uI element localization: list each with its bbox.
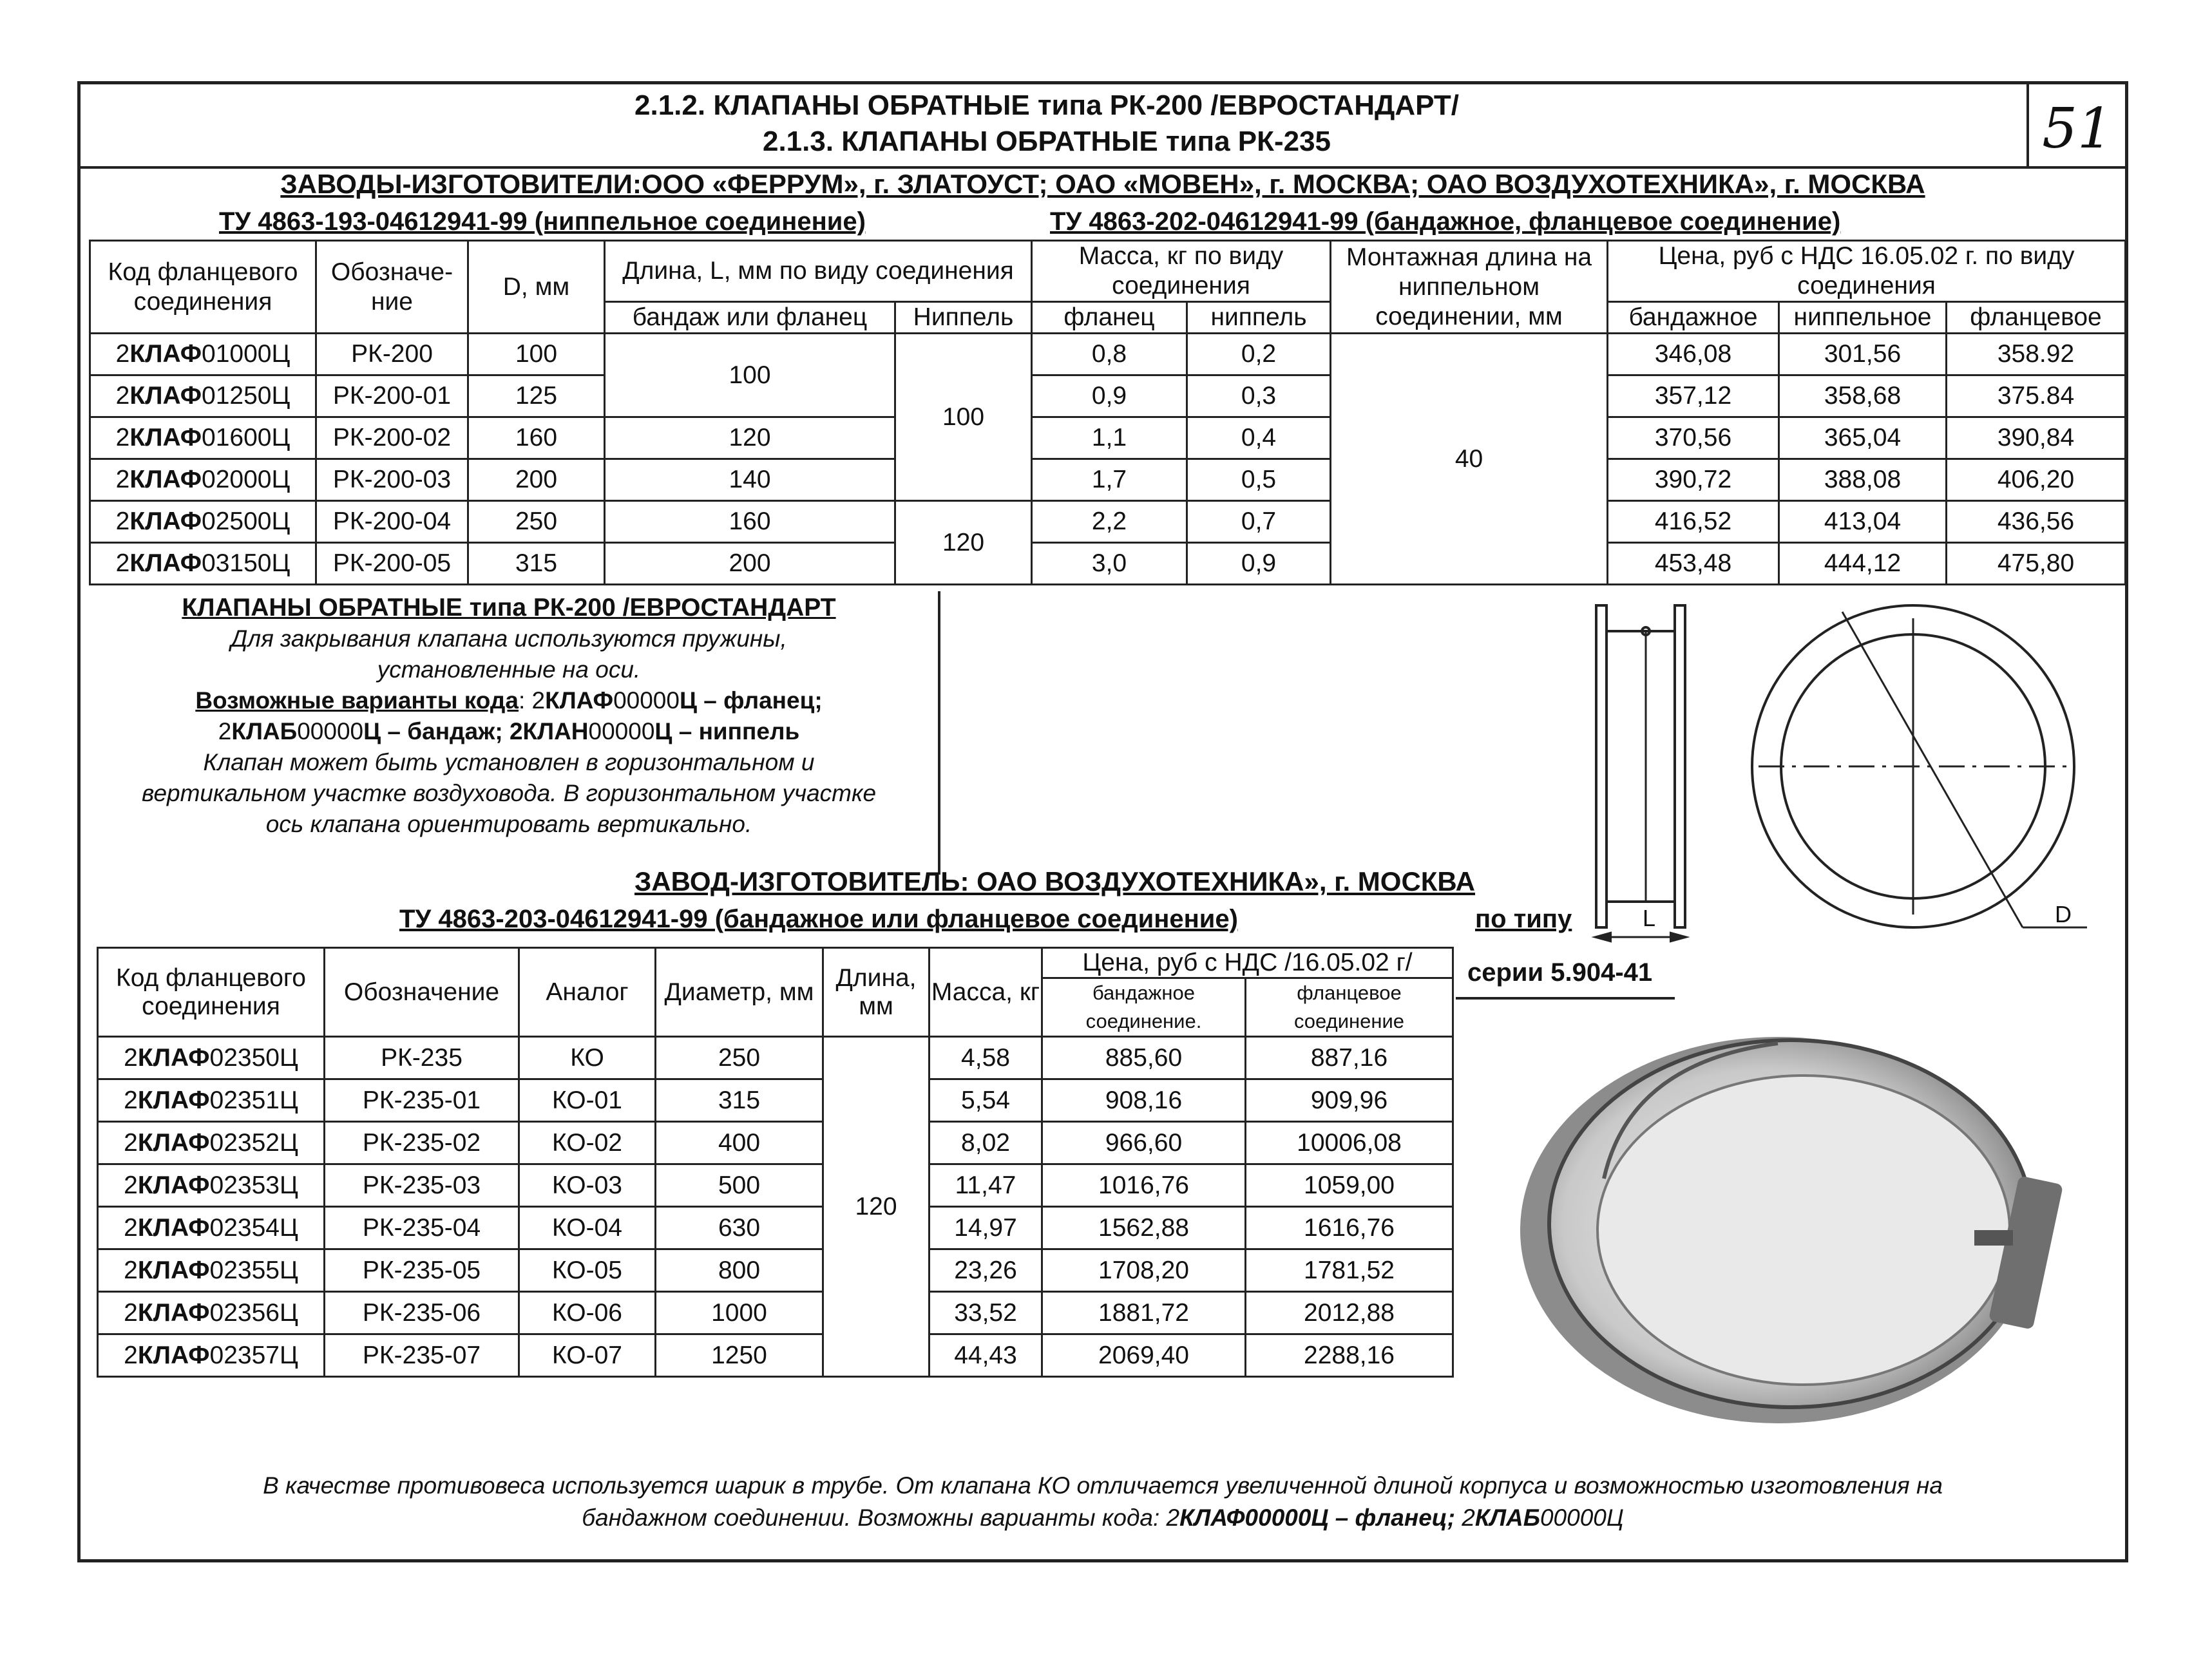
cell-designation: РК-200-05 xyxy=(316,543,468,585)
col-length-bandage: бандаж или фланец xyxy=(605,302,895,334)
cell-designation: РК-235-06 xyxy=(325,1292,519,1334)
cell-diameter: 125 xyxy=(468,375,605,417)
cell-price-flange: 10006,08 xyxy=(1246,1122,1453,1164)
table-row xyxy=(90,501,2126,543)
cell-mass-nipple: 0,9 xyxy=(1187,543,1331,585)
cell-mass: 11,47 xyxy=(930,1164,1042,1207)
table-row xyxy=(90,543,2126,585)
cell-price-flange: 2288,16 xyxy=(1246,1334,1453,1377)
cell-designation: РК-235-02 xyxy=(325,1122,519,1164)
cell-code: 2КЛАФ02500Ц xyxy=(90,501,316,543)
title-line-2: 2.1.3. КЛАПАНЫ ОБРАТНЫЕ типа РК-235 xyxy=(762,126,1331,157)
cell-mass: 14,97 xyxy=(930,1207,1042,1249)
cell-diameter: 250 xyxy=(656,1037,823,1079)
cell-diameter: 100 xyxy=(468,334,605,375)
cell-analog: КО xyxy=(519,1037,656,1079)
cell-price-nipple: 388,08 xyxy=(1779,459,1947,501)
cell-mass-flange: 1,1 xyxy=(1032,417,1187,459)
cell-price-flange: 406,20 xyxy=(1947,459,2126,501)
cell-price-flange: 1781,52 xyxy=(1246,1249,1453,1292)
cell-mass-nipple: 0,7 xyxy=(1187,501,1331,543)
cell-price-bandage: 346,08 xyxy=(1608,334,1779,375)
tu-rk235: ТУ 4863-203-04612941-99 (бандажное или фланцевое соединение) xyxy=(399,905,1238,933)
col-price-bandage: бандажное xyxy=(1608,302,1779,334)
cell-price-nipple: 413,04 xyxy=(1779,501,1947,543)
cell-length-nipple: 120 xyxy=(895,501,1032,585)
code-variants: Возможные варианты кода: 2КЛАФ00000Ц – фланец; xyxy=(195,687,823,714)
col-mass-flange: фланец xyxy=(1032,302,1187,334)
cell-price-bandage: 1016,76 xyxy=(1042,1164,1246,1207)
col-price-group: Цена, руб с НДС 16.05.02 г. по виду соединения xyxy=(1608,241,2126,302)
cell-designation: РК-235 xyxy=(325,1037,519,1079)
col-mount-length: Монтажная длина на ниппельном соединении, мм xyxy=(1331,241,1608,334)
table-row xyxy=(98,1207,1453,1249)
by-type-label: по типу xyxy=(1475,905,1572,933)
cell-mass: 33,52 xyxy=(930,1292,1042,1334)
cell-analog: КО-07 xyxy=(519,1334,656,1377)
cell-diameter: 1250 xyxy=(656,1334,823,1377)
cell-mass-flange: 0,9 xyxy=(1032,375,1187,417)
title-line-1: 2.1.2. КЛАПАНЫ ОБРАТНЫЕ типа РК-200 /ЕВРОСТАНДАРТ/ xyxy=(634,90,1459,121)
description-line: Для закрывания клапана используются пружины, xyxy=(231,625,787,652)
cell-designation: РК-235-05 xyxy=(325,1249,519,1292)
col-analog: Аналог xyxy=(519,948,656,1037)
page-title xyxy=(81,88,2013,160)
col-mass-nipple: ниппель xyxy=(1187,302,1331,334)
cell-price-bandage: 1708,20 xyxy=(1042,1249,1246,1292)
cell-diameter: 630 xyxy=(656,1207,823,1249)
cell-code: 2КЛАФ02356Ц xyxy=(98,1292,325,1334)
cell-code: 2КЛАФ02000Ц xyxy=(90,459,316,501)
cell-length-bandage: 160 xyxy=(605,501,895,543)
cell-price-flange: 436,56 xyxy=(1947,501,2126,543)
cell-mass-nipple: 0,5 xyxy=(1187,459,1331,501)
cell-price-flange: 909,96 xyxy=(1246,1079,1453,1122)
code-variants: 2КЛАБ00000Ц – бандаж; 2КЛАН00000Ц – ниппель xyxy=(218,718,800,745)
col-length: Длина, мм xyxy=(823,948,930,1037)
description-heading: КЛАПАНЫ ОБРАТНЫЕ типа РК-200 /ЕВРОСТАНДАРТ xyxy=(182,594,836,621)
cell-mass: 8,02 xyxy=(930,1122,1042,1164)
cell-price-flange: 1616,76 xyxy=(1246,1207,1453,1249)
table-row xyxy=(98,1334,1453,1377)
cell-code: 2КЛАФ02354Ц xyxy=(98,1207,325,1249)
cell-designation: РК-235-01 xyxy=(325,1079,519,1122)
cell-diameter: 200 xyxy=(468,459,605,501)
description-line: вертикальном участке воздуховода. В горизонтальном участке xyxy=(141,780,877,806)
cell-diameter: 500 xyxy=(656,1164,823,1207)
table-row xyxy=(98,1122,1453,1164)
cell-mass: 4,58 xyxy=(930,1037,1042,1079)
series-label: серии 5.904-41 xyxy=(1467,958,1653,987)
cell-diameter: 160 xyxy=(468,417,605,459)
cell-designation: РК-235-03 xyxy=(325,1164,519,1207)
cell-mass-flange: 0,8 xyxy=(1032,334,1187,375)
table-row xyxy=(98,1292,1453,1334)
table-row xyxy=(90,334,2126,375)
cell-diameter: 400 xyxy=(656,1122,823,1164)
cell-code: 2КЛАФ01600Ц xyxy=(90,417,316,459)
cell-designation: РК-200 xyxy=(316,334,468,375)
valve-side-view xyxy=(1596,605,1685,941)
cell-diameter: 800 xyxy=(656,1249,823,1292)
cell-analog: КО-01 xyxy=(519,1079,656,1122)
cell-price-bandage: 908,16 xyxy=(1042,1079,1246,1122)
cell-diameter: 250 xyxy=(468,501,605,543)
description-line: Клапан может быть установлен в горизонтальном и xyxy=(203,749,815,775)
col-length-nipple: Ниппель xyxy=(895,302,1032,334)
cell-mass-nipple: 0,3 xyxy=(1187,375,1331,417)
col-price-group: Цена, руб с НДС /16.05.02 г/ xyxy=(1042,948,1453,978)
cell-code: 2КЛАФ02352Ц xyxy=(98,1122,325,1164)
cell-price-flange: 2012,88 xyxy=(1246,1292,1453,1334)
cell-diameter: 315 xyxy=(468,543,605,585)
valve-drawing xyxy=(1559,593,2113,953)
cell-price-flange: 375.84 xyxy=(1947,375,2126,417)
cell-price-bandage: 885,60 xyxy=(1042,1037,1246,1079)
rk200-table xyxy=(89,240,2126,585)
col-mass: Масса, кг xyxy=(930,948,1042,1037)
col-designation: Обозначе-ние xyxy=(316,241,468,334)
cell-price-flange: 475,80 xyxy=(1947,543,2126,585)
cell-designation: РК-200-03 xyxy=(316,459,468,501)
cell-mass-nipple: 0,4 xyxy=(1187,417,1331,459)
col-mass-group: Масса, кг по виду соединения xyxy=(1032,241,1331,302)
cell-price-bandage: 1881,72 xyxy=(1042,1292,1246,1334)
footnote-line: бандажном соединении. Возможны варианты кода: 2КЛАФ00000Ц – фланец; 2КЛАБ00000Ц xyxy=(582,1504,1624,1531)
cell-mass-flange: 3,0 xyxy=(1032,543,1187,585)
rk235-table xyxy=(97,947,1454,1378)
cell-price-nipple: 358,68 xyxy=(1779,375,1947,417)
cell-price-flange: 1059,00 xyxy=(1246,1164,1453,1207)
col-price-flange: фланцевое xyxy=(1947,302,2126,334)
cell-length-bandage: 200 xyxy=(605,543,895,585)
page-number: 51 xyxy=(2042,97,2113,161)
table-row xyxy=(98,1079,1453,1122)
cell-price-bandage: 2069,40 xyxy=(1042,1334,1246,1377)
cell-mass-flange: 2,2 xyxy=(1032,501,1187,543)
table-row xyxy=(90,459,2126,501)
cell-price-flange: 887,16 xyxy=(1246,1037,1453,1079)
cell-length: 120 xyxy=(823,1037,930,1377)
valve-front-view xyxy=(1752,605,2087,927)
cell-code: 2КЛАФ01250Ц xyxy=(90,375,316,417)
cell-mass-nipple: 0,2 xyxy=(1187,334,1331,375)
rk200-description xyxy=(84,593,934,840)
cell-price-bandage: 966,60 xyxy=(1042,1122,1246,1164)
cell-analog: КО-03 xyxy=(519,1164,656,1207)
cell-designation: РК-200-04 xyxy=(316,501,468,543)
cell-length-bandage: 140 xyxy=(605,459,895,501)
col-code: Код фланцевого соединения xyxy=(98,948,325,1037)
table-row xyxy=(98,1249,1453,1292)
cell-designation: РК-200-02 xyxy=(316,417,468,459)
cell-analog: КО-04 xyxy=(519,1207,656,1249)
col-price-flange: фланцевое соединение xyxy=(1246,978,1453,1037)
cell-designation: РК-235-07 xyxy=(325,1334,519,1377)
description-divider xyxy=(938,591,940,875)
cell-length-bandage: 100 xyxy=(605,334,895,417)
cell-price-bandage: 390,72 xyxy=(1608,459,1779,501)
cell-price-bandage: 416,52 xyxy=(1608,501,1779,543)
col-price-nipple: ниппельное xyxy=(1779,302,1947,334)
label-D: D xyxy=(2055,901,2072,927)
cell-code: 2КЛАФ01000Ц xyxy=(90,334,316,375)
cell-price-bandage: 453,48 xyxy=(1608,543,1779,585)
col-designation: Обозначение xyxy=(325,948,519,1037)
cell-mass-flange: 1,7 xyxy=(1032,459,1187,501)
col-code: Код фланцевого соединения xyxy=(90,241,316,334)
cell-price-nipple: 365,04 xyxy=(1779,417,1947,459)
tu-nipple: ТУ 4863-193-04612941-99 (ниппельное соединение) xyxy=(219,207,866,236)
cell-code: 2КЛАФ02353Ц xyxy=(98,1164,325,1207)
col-diameter: Диаметр, мм xyxy=(656,948,823,1037)
cell-price-flange: 358.92 xyxy=(1947,334,2126,375)
table-row xyxy=(98,1037,1453,1079)
description-line: установленные на оси. xyxy=(377,656,641,683)
cell-designation: РК-200-01 xyxy=(316,375,468,417)
cell-code: 2КЛАФ02355Ц xyxy=(98,1249,325,1292)
col-diameter: D, мм xyxy=(468,241,605,334)
cell-price-flange: 390,84 xyxy=(1947,417,2126,459)
cell-code: 2КЛАФ02350Ц xyxy=(98,1037,325,1079)
cell-code: 2КЛАФ03150Ц xyxy=(90,543,316,585)
manufacturers-heading: ЗАВОДЫ-ИЗГОТОВИТЕЛИ:ООО «ФЕРРУМ», г. ЗЛАТОУСТ; ОАО «МОВЕН», г. МОСКВА; ОАО ВОЗДУХОТЕХНИКА», г. МОСКВА xyxy=(280,169,1925,199)
manufacturer-heading: ЗАВОД-ИЗГОТОВИТЕЛЬ: ОАО ВОЗДУХОТЕХНИКА», г. МОСКВА xyxy=(634,866,1475,896)
cell-length-bandage: 120 xyxy=(605,417,895,459)
cell-price-bandage: 370,56 xyxy=(1608,417,1779,459)
table-row xyxy=(98,1164,1453,1207)
description-line: ось клапана ориентировать вертикально. xyxy=(265,811,752,837)
col-length-group: Длина, L, мм по виду соединения xyxy=(605,241,1032,302)
cell-mass: 44,43 xyxy=(930,1334,1042,1377)
cell-analog: КО-02 xyxy=(519,1122,656,1164)
cell-mount-length: 40 xyxy=(1331,334,1608,585)
footnote xyxy=(84,1470,2122,1534)
cell-code: 2КЛАФ02351Ц xyxy=(98,1079,325,1122)
cell-code: 2КЛАФ02357Ц xyxy=(98,1334,325,1377)
cell-analog: КО-06 xyxy=(519,1292,656,1334)
table-row xyxy=(90,375,2126,417)
cell-mass: 5,54 xyxy=(930,1079,1042,1122)
table-row xyxy=(90,417,2126,459)
cell-diameter: 1000 xyxy=(656,1292,823,1334)
cell-designation: РК-235-04 xyxy=(325,1207,519,1249)
cell-price-bandage: 357,12 xyxy=(1608,375,1779,417)
valve-photo xyxy=(1501,985,2106,1436)
footnote-line: В качестве противовеса используется шарик в трубе. От клапана КО отличается увеличенной длиной корпуса и возможностью изготовления на xyxy=(263,1472,1943,1499)
cell-price-nipple: 301,56 xyxy=(1779,334,1947,375)
cell-mass: 23,26 xyxy=(930,1249,1042,1292)
cell-diameter: 315 xyxy=(656,1079,823,1122)
col-price-bandage: бандажное соединение. xyxy=(1042,978,1246,1037)
cell-price-bandage: 1562,88 xyxy=(1042,1207,1246,1249)
cell-length-nipple: 100 xyxy=(895,334,1032,501)
tu-bandage-flange: ТУ 4863-202-04612941-99 (бандажное, фланцевое соединение) xyxy=(1050,207,1841,236)
cell-price-nipple: 444,12 xyxy=(1779,543,1947,585)
cell-analog: КО-05 xyxy=(519,1249,656,1292)
label-L: L xyxy=(1643,905,1656,931)
